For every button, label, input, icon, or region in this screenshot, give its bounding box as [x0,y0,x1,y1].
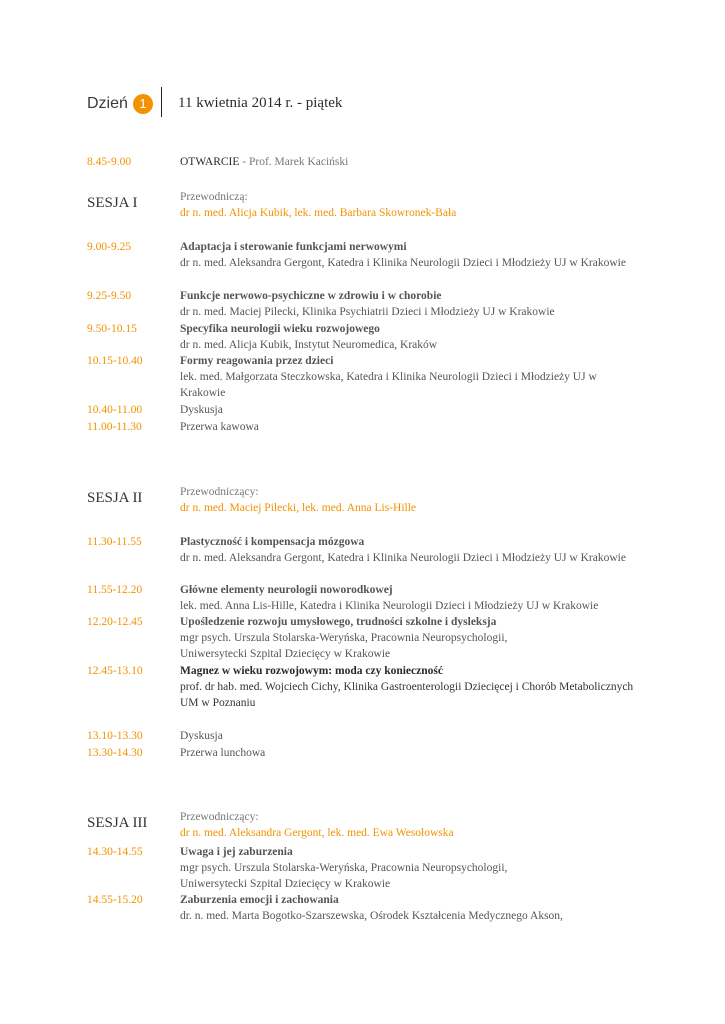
header-divider [161,87,162,117]
item-title: Formy reagowania przez dzieci [180,355,334,367]
item-time: 11.55-12.20 [87,584,143,596]
item-time: 9.00-9.25 [87,241,132,253]
session-1-label: SESJA I [87,195,138,211]
item-time: 12.20-12.45 [87,616,143,628]
item-speaker-affiliation: UM w Poznaniu [180,697,256,709]
session-2-chair-label: Przewodniczący: [180,486,259,498]
item-title: Magnez w wieku rozwojowym: moda czy konieczność [180,665,443,677]
session-2-chair-names: dr n. med. Maciej Pilecki, lek. med. Anna Lis-Hille [180,502,417,514]
opening-title: OTWARCIE [180,156,240,168]
day-number-badge: 1 [133,94,153,114]
item-plain: Przerwa lunchowa [180,747,266,759]
item-speaker: dr n. med. Maciej Pilecki, Klinika Psychiatrii Dzieci i Młodzieży UJ w Krakowie [180,306,555,318]
item-content [180,288,640,320]
item-time: 11.00-11.30 [87,421,142,433]
item-speaker: lek. med. Małgorzata Steczkowska, Katedra i Klinika Neurologii Dzieci i Młodzieży UJ w Krakowie [180,371,597,399]
item-time: 11.30-11.55 [87,536,142,548]
item-time: 9.50-10.15 [87,323,137,335]
item-title: Główne elementy neurologii noworodkowej [180,584,393,596]
item-speaker: mgr psych. Urszula Stolarska-Weryńska, Pracownia Neuropsychologii, [180,632,508,644]
opening-content [180,154,640,170]
day-date: 11 kwietnia 2014 r. - piątek [178,95,343,111]
item-content [180,353,640,401]
item-time: 13.30-14.30 [87,747,143,759]
item-content [180,663,640,711]
item-content [180,402,640,418]
item-speaker: prof. dr hab. med. Wojciech Cichy, Klinika Gastroenterologii Dziecięcej i Chorób Metabolicznych [180,681,634,693]
session-2-chairs [180,484,640,516]
item-time: 14.30-14.55 [87,846,143,858]
session-1-chair-names: dr n. med. Alicja Kubik, lek. med. Barbara Skowronek-Bała [180,207,457,219]
item-content [180,321,640,353]
item-content [180,745,640,761]
item-time: 10.15-10.40 [87,355,143,367]
session-2-label: SESJA II [87,490,143,506]
item-content [180,728,640,744]
session-3-chairs [180,809,640,841]
item-content [180,534,640,566]
item-content [180,419,640,435]
item-content [180,239,640,271]
opening-speaker: - Prof. Marek Kaciński [239,156,349,168]
item-speaker: dr n. med. Aleksandra Gergont, Katedra i Klinika Neurologii Dzieci i Młodzieży UJ w Krakowie [180,257,626,269]
session-3-chair-label: Przewodniczący: [180,811,259,823]
item-title: Plastyczność i kompensacja mózgowa [180,536,365,548]
item-title: Zaburzenia emocji i zachowania [180,894,339,906]
item-time: 14.55-15.20 [87,894,143,906]
session-1-chair-label: Przewodniczą: [180,191,248,203]
item-title: Funkcje nerwowo-psychiczne w zdrowiu i w chorobie [180,290,442,302]
item-speaker: dr n. med. Aleksandra Gergont, Katedra i Klinika Neurologii Dzieci i Młodzieży UJ w Krakowie [180,552,626,564]
item-speaker-affiliation: Uniwersytecki Szpital Dziecięcy w Krakowie [180,878,391,890]
item-content [180,844,640,892]
item-title: Adaptacja i sterowanie funkcjami nerwowymi [180,241,407,253]
item-plain: Dyskusja [180,404,223,416]
item-speaker: dr n. med. Alicja Kubik, Instytut Neuromedica, Kraków [180,339,438,351]
item-time: 10.40-11.00 [87,404,143,416]
day-label: Dzień [87,95,128,112]
item-plain: Dyskusja [180,730,223,742]
session-3-label: SESJA III [87,815,148,831]
item-content [180,892,640,924]
item-speaker: lek. med. Anna Lis-Hille, Katedra i Klinika Neurologii Dzieci i Młodzieży UJ w Krakowie [180,600,599,612]
item-time: 12.45-13.10 [87,665,143,677]
item-time: 13.10-13.30 [87,730,143,742]
item-title: Specyfika neurologii wieku rozwojowego [180,323,380,335]
item-plain: Przerwa kawowa [180,421,259,433]
item-content [180,582,640,614]
item-speaker: dr. n. med. Marta Bogotko-Szarszewska, Ośrodek Kształcenia Medycznego Akson, [180,910,563,922]
session-1-chairs [180,189,640,221]
item-title: Uwaga i jej zaburzenia [180,846,293,858]
session-3-chair-names: dr n. med. Aleksandra Gergont, lek. med. Ewa Wesołowska [180,827,454,839]
opening-time: 8.45-9.00 [87,156,132,168]
item-content [180,614,640,662]
item-speaker: mgr psych. Urszula Stolarska-Weryńska, Pracownia Neuropsychologii, [180,862,508,874]
item-speaker-affiliation: Uniwersytecki Szpital Dziecięcy w Krakowie [180,648,391,660]
item-title: Upośledzenie rozwoju umysłowego, trudności szkolne i dysleksja [180,616,497,628]
item-time: 9.25-9.50 [87,290,132,302]
day-header [87,90,647,118]
